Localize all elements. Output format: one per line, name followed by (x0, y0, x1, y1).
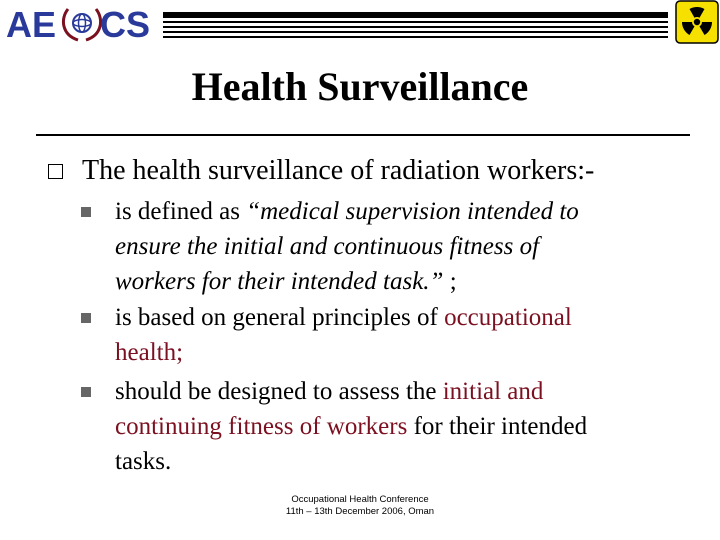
sub-bullet-line: is defined as “medical supervision intended to (115, 198, 579, 225)
header-rule (163, 26, 668, 28)
square-bullet-icon (81, 207, 91, 217)
aecs-logo (4, 2, 160, 44)
footer-line-1: Occupational Health Conference (291, 494, 429, 505)
sub-bullet-2 (115, 300, 670, 370)
title-divider (36, 134, 690, 136)
sub-bullet-line: should be designed to assess the initial and (115, 378, 544, 405)
header-rule (163, 36, 668, 38)
header-rule (163, 31, 668, 33)
slide-footer (220, 494, 500, 518)
sub-bullet-line: tasks. (115, 448, 172, 475)
footer-line-2: 11th – 13th December 2006, Oman (285, 506, 435, 517)
square-bullet-icon (81, 313, 91, 323)
sub-bullet-line: continuing fitness of workers for their intended (115, 413, 588, 440)
svg-text:CS: CS (100, 4, 151, 44)
sub-bullet-line: ensure the initial and continuous fitness of (115, 233, 540, 260)
main-bullet-text: The health surveillance of radiation workers:- (82, 155, 595, 186)
svg-text:AE: AE (6, 4, 57, 44)
header-rule (163, 21, 668, 23)
sub-bullet-line: workers for their intended task.” ; (115, 268, 457, 295)
header-rule-thick (163, 12, 668, 18)
slide-title: Health Surveillance (191, 64, 529, 109)
sub-bullet-1 (115, 194, 670, 299)
square-bullet-icon (81, 387, 91, 397)
sub-bullet-3 (115, 374, 670, 479)
sub-bullet-line: health; (115, 339, 184, 366)
hollow-square-bullet-icon (48, 164, 63, 179)
sub-bullet-line: is based on general principles of occupational (115, 304, 572, 331)
radiation-trefoil-icon (675, 0, 719, 44)
